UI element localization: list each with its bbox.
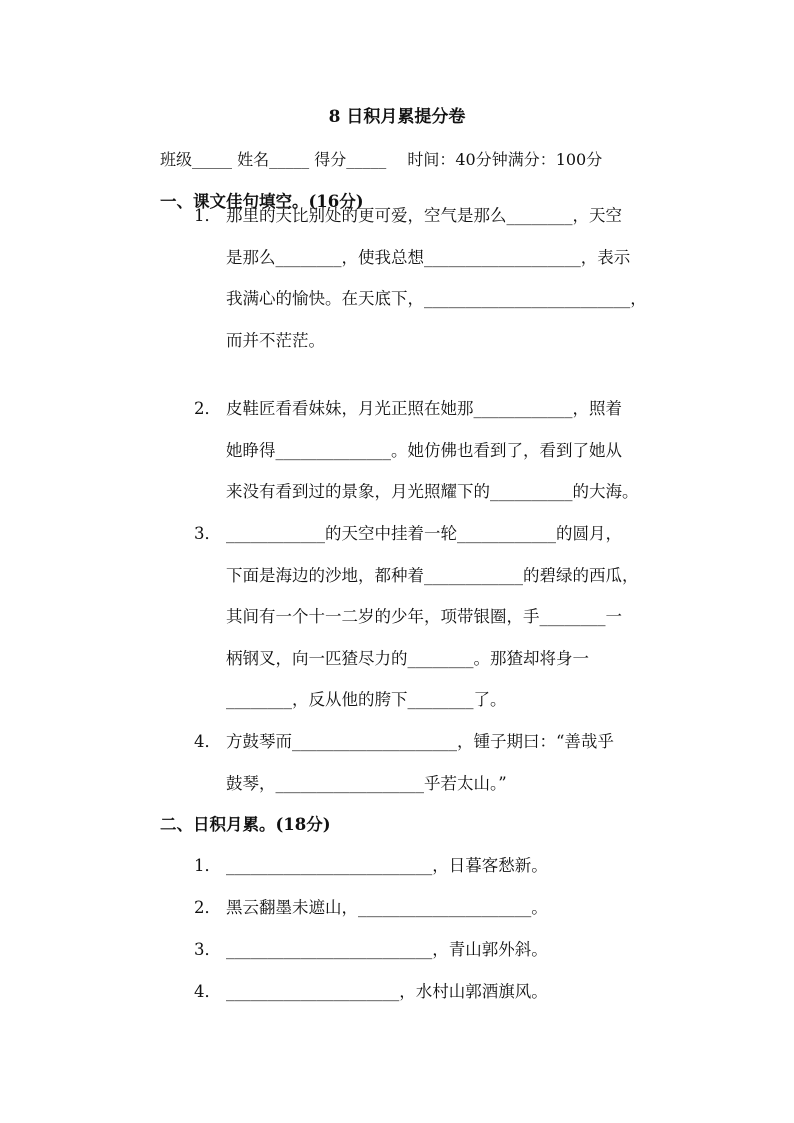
item-line: ________，反从他的胯下________了。 — [226, 690, 507, 709]
item-line: 下面是海边的沙地，都种着____________的碧绿的西瓜， — [226, 565, 639, 585]
item-line: 是那么________，使我总想___________________，表示 — [226, 247, 631, 267]
section1-item-2 — [194, 388, 676, 513]
item-number: 4． — [194, 732, 221, 751]
item-number: 3． — [194, 524, 221, 543]
item-line: 黑云翻墨未遮山，_____________________。 — [226, 898, 548, 917]
item-line: _____________________，水村山郭酒旗风。 — [226, 982, 548, 1001]
item-number: 2． — [194, 399, 221, 418]
student-info-row — [160, 147, 675, 173]
section1-item-1 — [194, 195, 676, 361]
item-number: 4． — [194, 982, 221, 1001]
item-line: 方鼓琴而____________________，锺子期曰：“善哉乎 — [226, 732, 614, 751]
item-line: 来没有看到过的景象，月光照耀下的__________的大海。 — [226, 482, 639, 501]
time-and-full-score: 时间：40分钟满分：100分 — [407, 150, 603, 169]
section1-heading: 一、课文佳句填空。(16分) — [160, 192, 364, 211]
item-line: 其间有一个十一二岁的少年，项带银圈，手________一 — [226, 607, 622, 626]
item-line: _________________________，青山郭外斜。 — [226, 940, 548, 959]
score-field: 得分_____ — [314, 150, 387, 169]
item-line: 那里的天比别处的更可爱，空气是那么________，天空 — [226, 206, 622, 225]
item-line: 鼓琴，__________________乎若太山。” — [226, 773, 507, 793]
class-field: 班级_____ — [160, 150, 233, 169]
section1-item-3 — [194, 513, 676, 721]
item-line: 皮鞋匠看看妹妹，月光正照在她那____________，照着 — [226, 399, 622, 418]
section2-item-3 — [194, 929, 676, 971]
section1-item-4 — [194, 721, 676, 804]
item-line: ____________的天空中挂着一轮____________的圆月， — [226, 524, 622, 543]
section2-item-1 — [194, 845, 676, 887]
item-line: 柄钢叉，向一匹猹尽力的________。那猹却将身一 — [226, 648, 589, 668]
item-line: 我满心的愉快。在天底下，_________________________， — [226, 289, 647, 308]
section2-heading: 二、日积月累。(18分) — [160, 815, 331, 834]
worksheet-title: 8 日积月累提分卷 — [328, 107, 466, 127]
item-number: 1． — [194, 206, 221, 225]
item-line: _________________________，日暮客愁新。 — [226, 856, 548, 875]
item-line: 而并不茫茫。 — [226, 330, 325, 350]
name-field: 姓名_____ — [237, 150, 310, 169]
section2-item-4 — [194, 971, 676, 1013]
item-number: 2． — [194, 898, 221, 917]
item-number: 3． — [194, 940, 221, 959]
section2-item-2 — [194, 887, 676, 929]
item-number: 1． — [194, 856, 221, 875]
item-line: 她睁得______________。她仿佛也看到了，看到了她从 — [226, 440, 622, 460]
